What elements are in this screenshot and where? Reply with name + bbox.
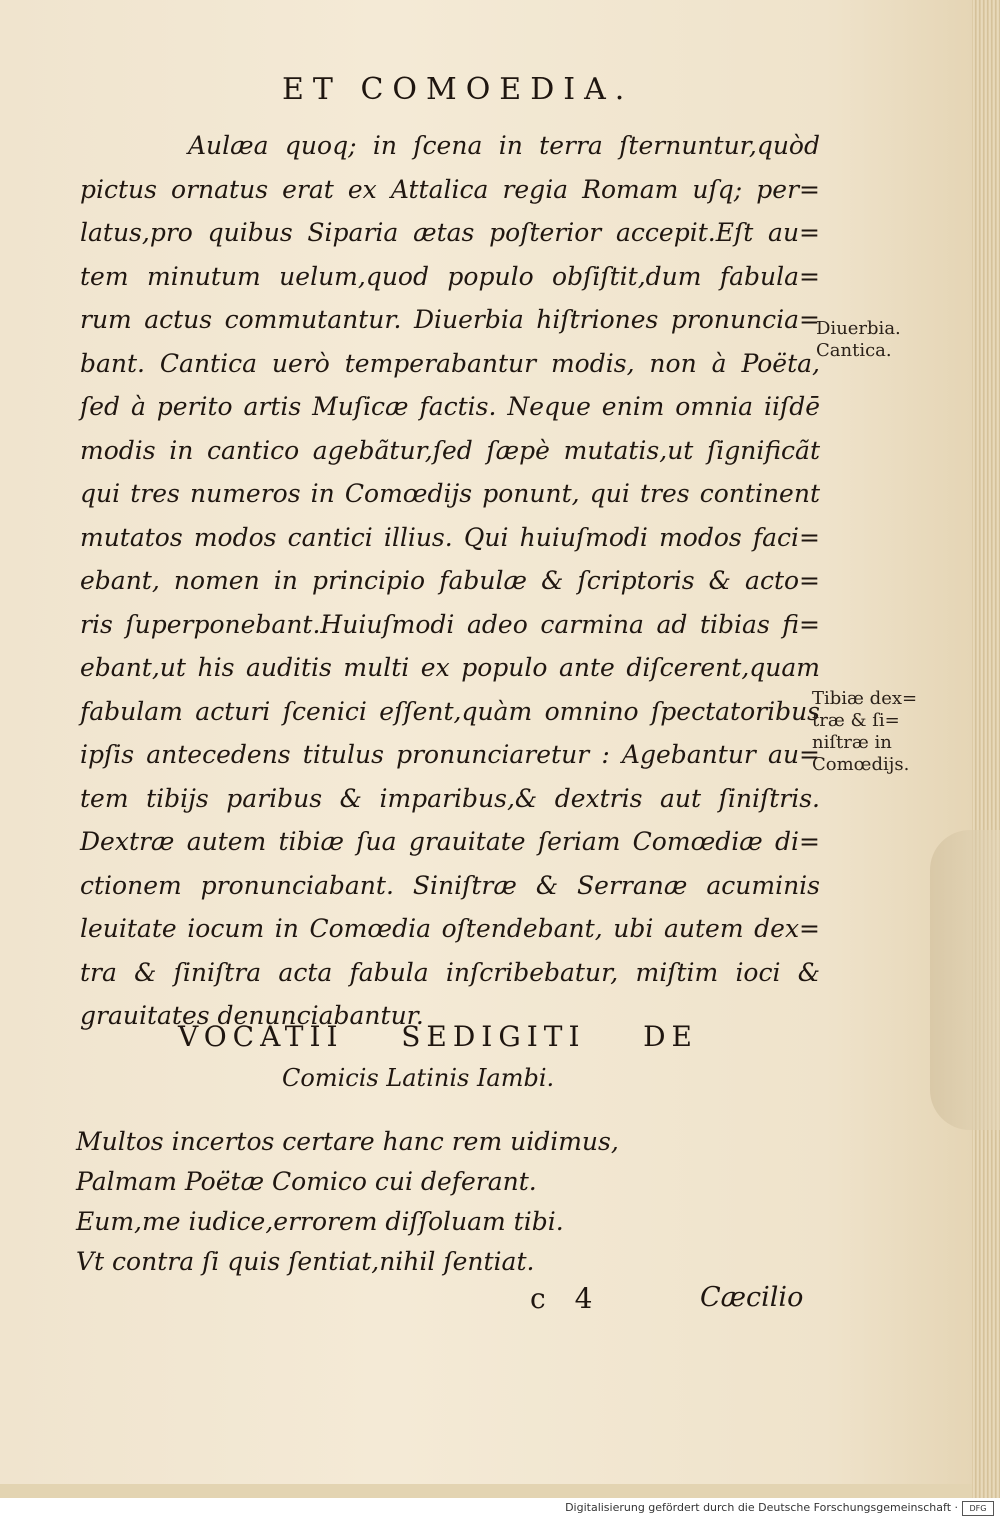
body-line: tra & ſiniſtra acta fabula inſcribebatur, miſtim ioci & (80, 957, 820, 987)
body-line: tem tibijs paribus & imparibus,& dextris aut ſiniſtris. (80, 783, 820, 813)
section-title: VOCATII SEDIGITI DE (178, 1020, 698, 1053)
body-line: rum actus commutantur. Diuerbia hiſtriones pronuncia= (80, 305, 820, 334)
body-line: Dextræ autem tibiæ ſua grauitate ſeriam Comœdiæ di= (80, 827, 820, 856)
body-line: ctionem pronunciabant. Siniſtræ & Serranæ acuminis (80, 870, 820, 900)
body-line: grauitates denunciabantur. (80, 1001, 424, 1030)
footer-credit: Digitalisierung gefördert durch die Deutsche Forschungsgemeinschaft · (565, 1501, 958, 1514)
body-line: leuitate iocum in Comœdia oſtendebant, ubi autem dex= (80, 914, 820, 943)
section-subtitle: Comicis Latinis Iambi. (282, 1064, 555, 1092)
verse-line: Vt contra ſi quis ſentiat,nihil ſentiat. (76, 1247, 535, 1276)
margin-note-tibiae (812, 688, 917, 776)
dfg-logo-icon: DFG (962, 1501, 994, 1516)
body-line: mutatos modos cantici illius. Qui huiuſmodi modos faci= (80, 522, 820, 552)
body-line: qui tres numeros in Comœdijs ponunt, qui tres continent (80, 479, 820, 508)
running-header: ET COMOEDIA. (282, 72, 634, 107)
margin-note-line: Cantica. (816, 340, 892, 361)
verse-line: Palmam Poëtæ Comico cui deferant. (76, 1167, 537, 1196)
margin-note-line: Tibiæ dex= (812, 688, 918, 709)
footer-bar (0, 1498, 1000, 1518)
body-line: modis in cantico agebãtur,ſed ſæpè mutatis,ut ſignificãt (80, 435, 820, 465)
verse-block (76, 1122, 619, 1282)
body-line: Aulæa quoq; in ſcena in terra ſternuntur,quòd (188, 131, 820, 160)
catchword: Cæcilio (700, 1282, 804, 1313)
body-line: pictus ornatus erat ex Attalica regia Romam uſq; per= (80, 174, 820, 204)
body-line: latus,pro quibus Siparia ætas poſterior accepit.Eſt au= (80, 218, 820, 247)
margin-note-diuerbia (816, 318, 901, 362)
body-line: ebant, nomen in principio fabulæ & ſcriptoris & acto= (80, 566, 820, 595)
body-line: tem minutum uelum,quod populo obſiſtit,dum fabula= (80, 261, 820, 291)
body-line: bant. Cantica uerò temperabantur modis, non à Poëta, (80, 348, 820, 378)
signature-mark: c 4 (530, 1282, 603, 1315)
body-text (80, 124, 820, 1038)
verse-line: Eum,me iudice,errorem diſſoluam tibi. (76, 1207, 564, 1236)
verse-line: Multos incertos certare hanc rem uidimus, (76, 1127, 619, 1156)
body-line: ebant,ut his auditis multi ex populo ante diſcerent,quam (80, 653, 820, 682)
margin-note-line: niſtræ in (812, 732, 892, 753)
body-line: fabulam acturi ſcenici eſſent,quàm omnino ſpectatoribus (80, 696, 820, 726)
book-page-edge (972, 0, 1000, 1498)
clip-shadow (930, 830, 1000, 1130)
body-line: ipſis antecedens titulus pronunciaretur : Agebantur au= (80, 740, 820, 769)
body-line: ris ſuperponebant.Huiuſmodi adeo carmina ad tibias fi= (80, 609, 820, 639)
margin-note-line: Diuerbia. (816, 318, 901, 339)
margin-note-line: Comœdijs. (812, 754, 910, 775)
body-line: ſed à perito artis Muſicæ factis. Neque enim omnia iiſdē (80, 392, 820, 421)
margin-note-line: træ & ſi= (812, 710, 900, 731)
